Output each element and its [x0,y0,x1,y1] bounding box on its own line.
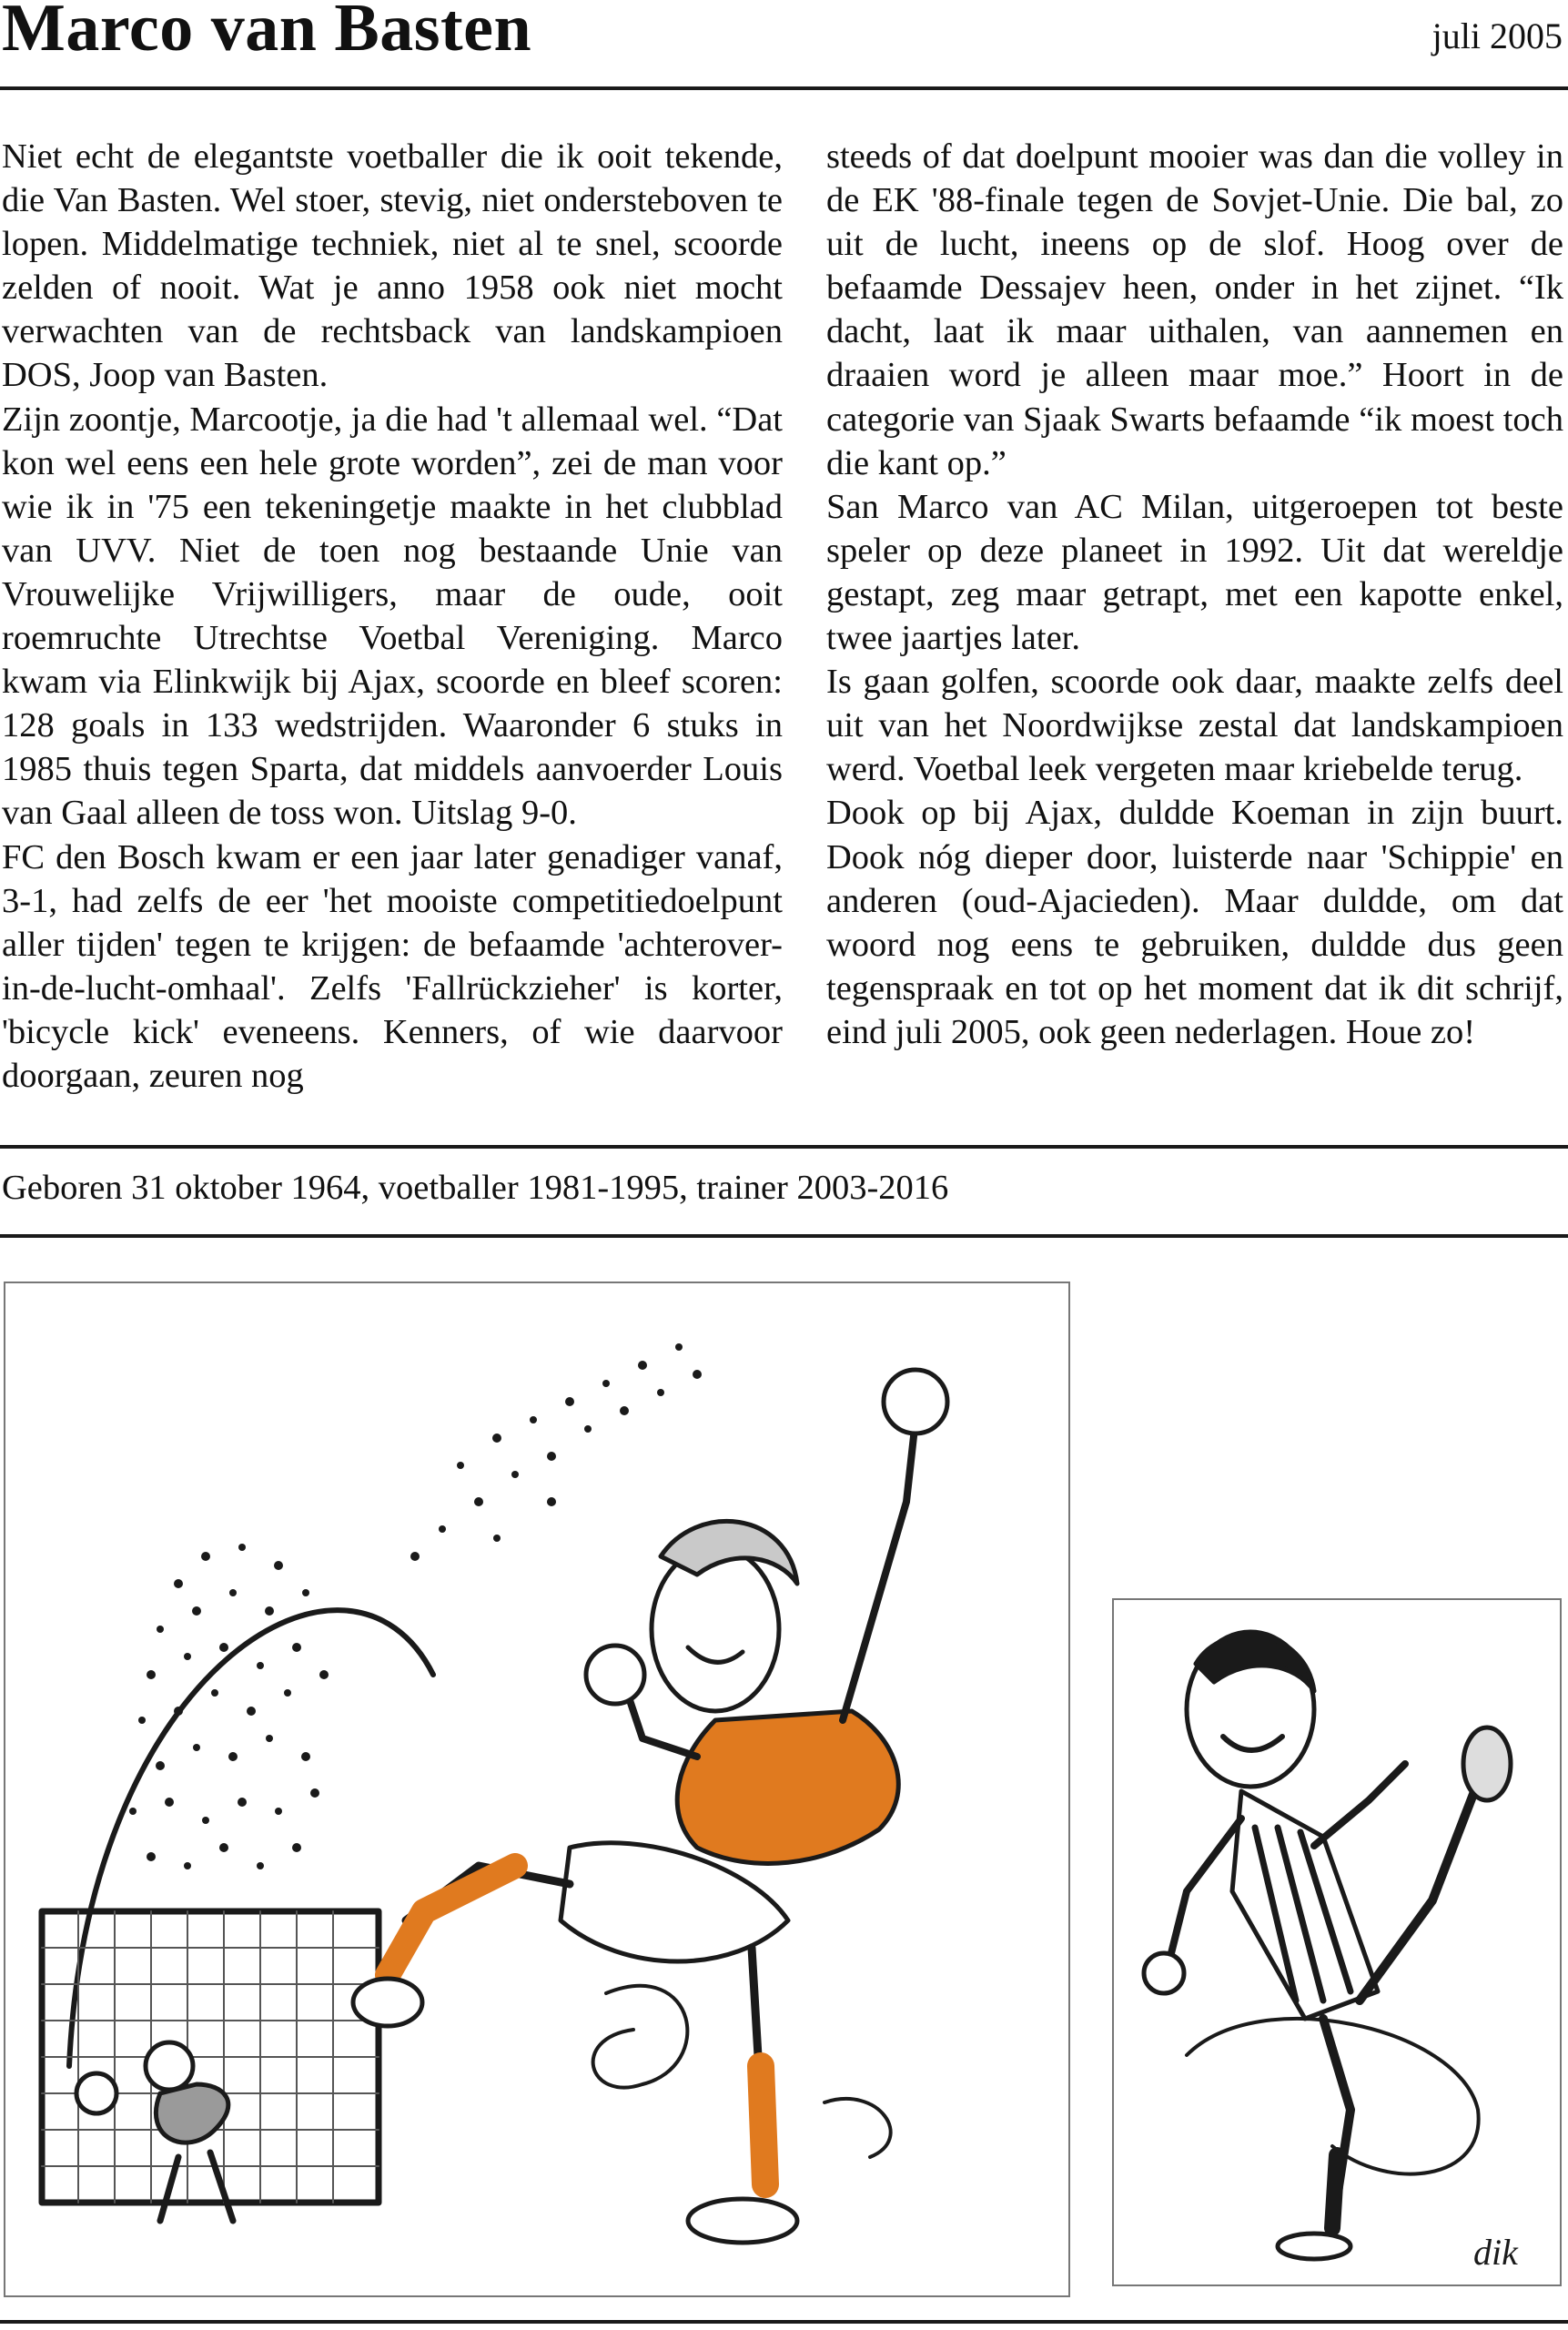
cartoon-bicycle-kick [4,1282,1070,2297]
article-paragraph: San Marco van AC Milan, uitgeroepen tot beste speler op deze planeet in 1992. Uit dat wereldje gestapt, zeg maar getrapt, met een kapotte enkel, twee jaartjes later. [826,487,1563,658]
lifespan-line: Geboren 31 oktober 1964, voetballer 1981-1995, trainer 2003-2016 [2,1169,949,1207]
section-divider [0,1234,1568,1238]
article-paragraph: Dook op bij Ajax, duldde Koeman in zijn buurt. Dook nóg dieper door, luisterde naar 'Schippie' en anderen (oud-Ajacieden). Maar duldde, om dat woord nog eens te gebruiken, duldde dus geen tegenspraak en tot op het moment dat ik dit schrijf, eind juli 2005, ook geen nederlagen. Houe zo! [826,794,1563,1051]
article-paragraph: Niet echt de elegantste voetballer die ik ooit tekende, die Van Basten. Wel stoer, stevig, niet ondersteboven te lopen. Middelmatige techniek, niet al te snel, scoorde zelden of nooit. Wat je anno 1958 ook niet mocht verwachten van de rechtsback van landskampioen DOS, Joop van Basten. [2,137,783,395]
article-left-column [2,135,783,1098]
page-date: juli 2005 [1431,15,1563,56]
footer-divider [0,2320,1568,2324]
cartoon-striped-kick [1112,1598,1562,2286]
article-paragraph: Is gaan golfen, scoorde ook daar, maakte zelfs deel uit van het Noordwijkse zestal dat landskampioen werd. Voetbal leek vergeten maar kriebelde terug. [826,663,1563,789]
article-paragraph: Zijn zoontje, Marcootje, ja die had 't allemaal wel. “Dat kon wel eens een hele grote worden”, zei de man voor wie ik in '75 een tekeningetje maakte in het clubblad van UVV. Niet de toen nog bestaande Unie van Vrouwelijke Vrijwilligers, maar de oude, ooit roemruchte Utrechtse Voetbal Vereniging. Marco kwam via Elinkwijk bij Ajax, scoorde en bleef scoren: 128 goals in 133 wedstrijden. Waaronder 6 stuks in 1985 thuis tegen Sparta, dat middels aanvoerder Louis van Gaal alleen de toss won. Uitslag 9-0. [2,400,783,833]
header-divider [0,86,1568,90]
article-right-column [826,135,1563,1054]
article-paragraph: steeds of dat doelpunt mooier was dan die volley in de EK '88-finale tegen de Sovjet-Unie. Die bal, zo uit de lucht, ineens op de slof. Hoog over de befaamde Dessajev heen, onder in het zijnet. “Ik dacht, laat ik maar uithalen, van aannemen en draaien word je alleen maar moe.” Hoort in de categorie van Sjaak Swarts befaamde “ik moest toch die kant op.” [826,137,1563,482]
article-paragraph: FC den Bosch kwam er een jaar later genadiger vanaf, 3-1, had zelfs de eer 'het mooiste competitiedoelpunt aller tijden' tegen te krijgen: de befaamde 'achterover-in-de-lucht-omhaal'. Zelfs 'Fallrückzieher' is korter, 'bicycle kick' eveneens. Kenners, of wie daarvoor doorgaan, zeuren nog [2,837,783,1095]
article-body [0,135,1568,1127]
page-title: Marco van Basten [2,0,532,66]
artist-signature: dik [1473,2232,1518,2273]
section-divider [0,1145,1568,1149]
